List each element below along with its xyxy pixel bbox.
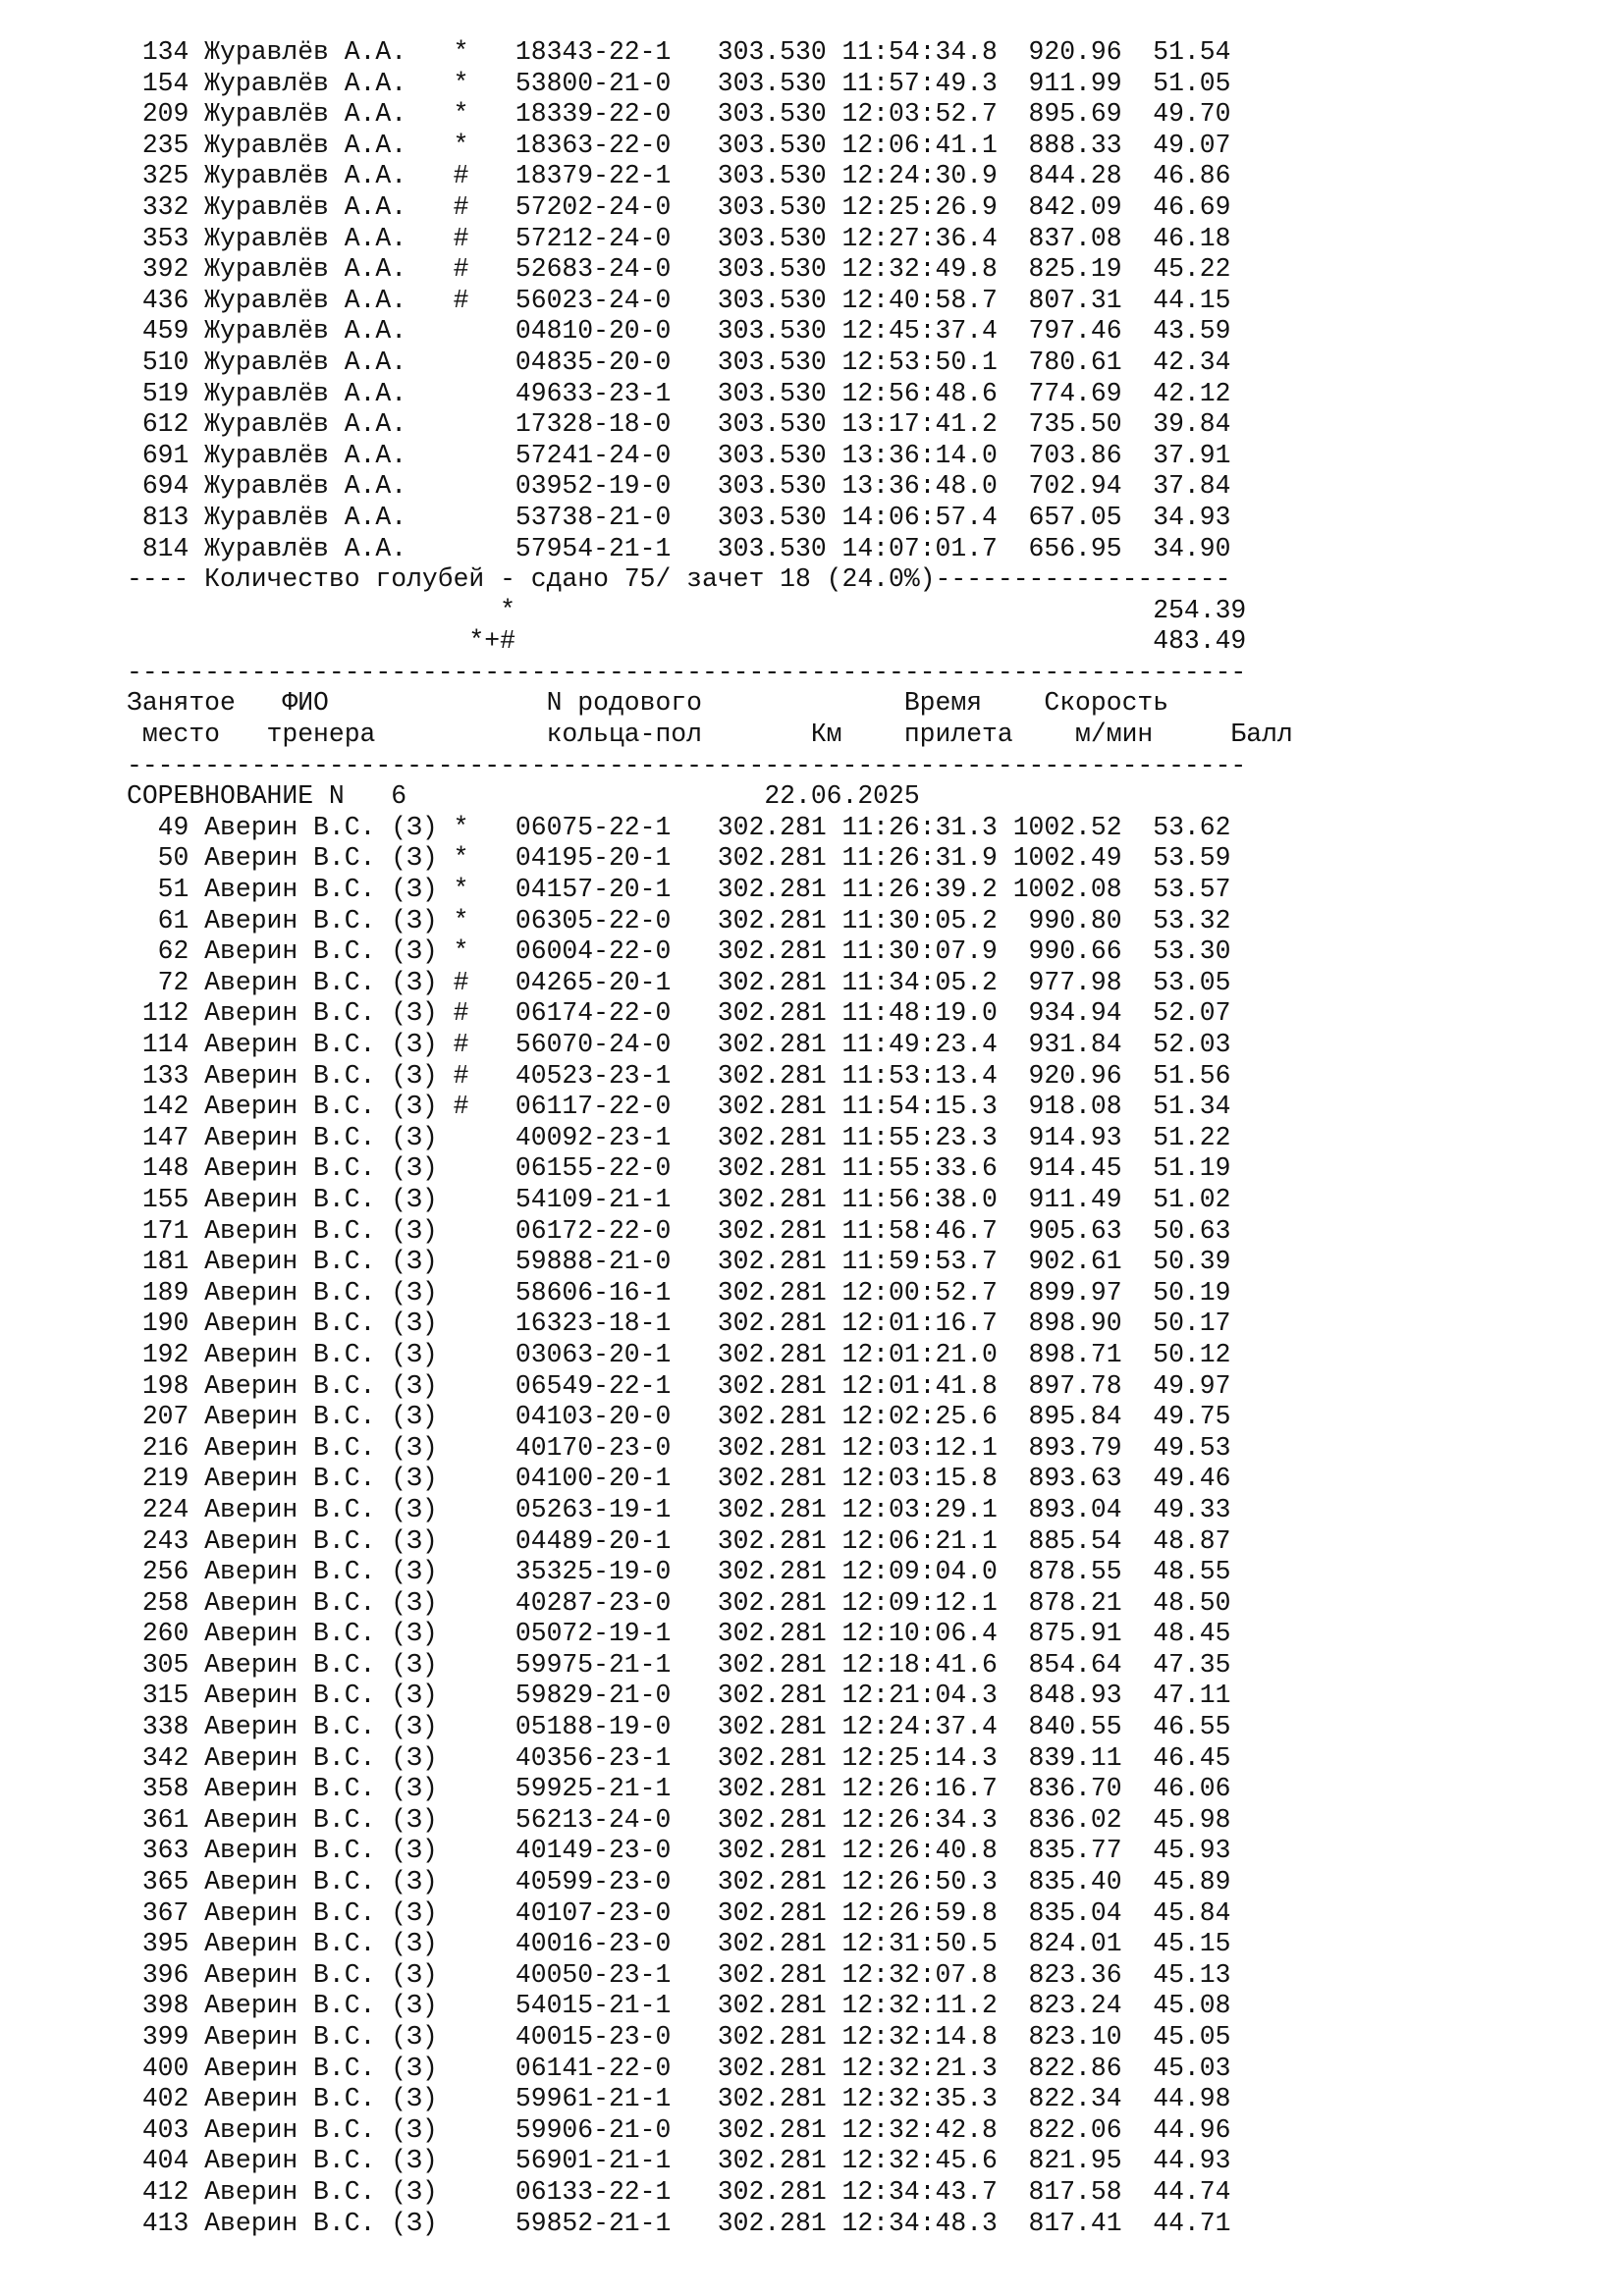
result-row: 358 Аверин В.С. (З) 59925-21-1 302.281 12:26:16.7 836.70 46.06 [127,1774,1231,1804]
result-row: 51 Аверин В.С. (З) * 04157-20-1 302.281 11:26:39.2 1002.08 53.57 [127,875,1231,905]
result-row: 612 Журавлёв А.А. 17328-18-0 303.530 13:17:41.2 735.50 39.84 [127,409,1231,440]
result-row: 813 Журавлёв А.А. 53738-21-0 303.530 14:06:57.4 657.05 34.93 [127,502,1231,532]
result-row: 189 Аверин В.С. (З) 58606-16-1 302.281 12:00:52.7 899.97 50.19 [127,1277,1231,1308]
result-row: 209 Журавлёв А.А. * 18339-22-0 303.530 12:03:52.7 895.69 49.70 [127,99,1231,130]
result-row: 392 Журавлёв А.А. # 52683-24-0 303.530 12:32:49.8 825.19 45.22 [127,254,1231,285]
result-row: 61 Аверин В.С. (З) * 06305-22-0 302.281 11:30:05.2 990.80 53.32 [127,905,1231,935]
column-header-line-1: Занятое ФИО N родового Время Скорость [127,688,1169,719]
results-printout [127,37,1293,2239]
result-row: 192 Аверин В.С. (З) 03063-20-1 302.281 12:01:21.0 898.71 50.12 [127,1339,1231,1369]
pigeon-count-summary: ---- Количество голубей - сдано 75/ зачет 18 (24.0%)------------------- [127,564,1231,595]
result-row: 235 Журавлёв А.А. * 18363-22-0 303.530 12:06:41.1 888.33 49.07 [127,130,1231,160]
result-row: 363 Аверин В.С. (З) 40149-23-0 302.281 12:26:40.8 835.77 45.93 [127,1836,1231,1866]
result-row: 154 Журавлёв А.А. * 53800-21-0 303.530 11:57:49.3 911.99 51.05 [127,68,1231,98]
result-row: 219 Аверин В.С. (З) 04100-20-1 302.281 12:03:15.8 893.63 49.46 [127,1464,1231,1494]
result-row: 142 Аверин В.С. (З) # 06117-22-0 302.281 11:54:15.3 918.08 51.34 [127,1092,1231,1122]
result-row: 325 Журавлёв А.А. # 18379-22-1 303.530 12:24:30.9 844.28 46.86 [127,161,1231,191]
total-star-plus-hash: *+# 483.49 [127,626,1247,657]
result-row: 207 Аверин В.С. (З) 04103-20-0 302.281 12:02:25.6 895.84 49.75 [127,1402,1231,1432]
result-row: 399 Аверин В.С. (З) 40015-23-0 302.281 12:32:14.8 823.10 45.05 [127,2022,1231,2052]
result-row: 243 Аверин В.С. (З) 04489-20-1 302.281 12:06:21.1 885.54 48.87 [127,1525,1231,1556]
result-row: 148 Аверин В.С. (З) 06155-22-0 302.281 11:55:33.6 914.45 51.19 [127,1153,1231,1184]
result-row: 62 Аверин В.С. (З) * 06004-22-0 302.281 11:30:07.9 990.66 53.30 [127,936,1231,967]
result-row: 403 Аверин В.С. (З) 59906-21-0 302.281 12:32:42.8 822.06 44.96 [127,2114,1231,2145]
result-row: 171 Аверин В.С. (З) 06172-22-0 302.281 11:58:46.7 905.63 50.63 [127,1215,1231,1246]
result-row: 396 Аверин В.С. (З) 40050-23-1 302.281 12:32:07.8 823.36 45.13 [127,1959,1231,1990]
result-row: 147 Аверин В.С. (З) 40092-23-1 302.281 11:55:23.3 914.93 51.22 [127,1122,1231,1152]
result-row: 395 Аверин В.С. (З) 40016-23-0 302.281 12:31:50.5 824.01 45.15 [127,1929,1231,1959]
result-row: 436 Журавлёв А.А. # 56023-24-0 303.530 12:40:58.7 807.31 44.15 [127,285,1231,315]
result-row: 510 Журавлёв А.А. 04835-20-0 303.530 12:53:50.1 780.61 42.34 [127,347,1231,377]
result-row: 398 Аверин В.С. (З) 54015-21-1 302.281 12:32:11.2 823.24 45.08 [127,1991,1231,2021]
result-row: 198 Аверин В.С. (З) 06549-22-1 302.281 12:01:41.8 897.78 49.97 [127,1370,1231,1401]
result-row: 691 Журавлёв А.А. 57241-24-0 303.530 13:36:14.0 703.86 37.91 [127,440,1231,470]
result-row: 367 Аверин В.С. (З) 40107-23-0 302.281 12:26:59.8 835.04 45.84 [127,1897,1231,1928]
result-row: 258 Аверин В.С. (З) 40287-23-0 302.281 12:09:12.1 878.21 48.50 [127,1587,1231,1618]
result-row: 260 Аверин В.С. (З) 05072-19-1 302.281 12:10:06.4 875.91 48.45 [127,1619,1231,1649]
result-row: 50 Аверин В.С. (З) * 04195-20-1 302.281 11:26:31.9 1002.49 53.59 [127,843,1231,874]
result-row: 365 Аверин В.С. (З) 40599-23-0 302.281 12:26:50.3 835.40 45.89 [127,1867,1231,1897]
result-row: 49 Аверин В.С. (З) * 06075-22-1 302.281 11:26:31.3 1002.52 53.62 [127,812,1231,842]
result-row: 338 Аверин В.С. (З) 05188-19-0 302.281 12:24:37.4 840.55 46.55 [127,1712,1231,1742]
result-row: 72 Аверин В.С. (З) # 04265-20-1 302.281 11:34:05.2 977.98 53.05 [127,967,1231,997]
result-row: 332 Журавлёв А.А. # 57202-24-0 303.530 12:25:26.9 842.09 46.69 [127,191,1231,222]
result-row: 413 Аверин В.С. (З) 59852-21-1 302.281 12:34:48.3 817.41 44.71 [127,2208,1231,2238]
result-row: 402 Аверин В.С. (З) 59961-21-1 302.281 12:32:35.3 822.34 44.98 [127,2084,1231,2114]
result-row: 256 Аверин В.С. (З) 35325-19-0 302.281 12:09:04.0 878.55 48.55 [127,1557,1231,1587]
result-row: 353 Журавлёв А.А. # 57212-24-0 303.530 12:27:36.4 837.08 46.18 [127,223,1231,253]
result-row: 412 Аверин В.С. (З) 06133-22-1 302.281 12:34:43.7 817.58 44.74 [127,2176,1231,2207]
result-row: 114 Аверин В.С. (З) # 56070-24-0 302.281 11:49:23.4 931.84 52.03 [127,1030,1231,1059]
separator: ------------------------------------------------------------------------ [127,750,1247,780]
result-row: 459 Журавлёв А.А. 04810-20-0 303.530 12:45:37.4 797.46 43.59 [127,316,1231,347]
result-row: 315 Аверин В.С. (З) 59829-21-0 302.281 12:21:04.3 848.93 47.11 [127,1681,1231,1711]
result-row: 814 Журавлёв А.А. 57954-21-1 303.530 14:07:01.7 656.95 34.90 [127,533,1231,563]
result-row: 361 Аверин В.С. (З) 56213-24-0 302.281 12:26:34.3 836.02 45.98 [127,1804,1231,1835]
result-row: 694 Журавлёв А.А. 03952-19-0 303.530 13:36:48.0 702.94 37.84 [127,471,1231,502]
column-header-line-2: место тренера кольца-пол Км прилета м/мин Балл [127,720,1293,750]
result-row: 134 Журавлёв А.А. * 18343-22-1 303.530 11:54:34.8 920.96 51.54 [127,37,1231,67]
result-row: 404 Аверин В.С. (З) 56901-21-1 302.281 12:32:45.6 821.95 44.93 [127,2146,1231,2176]
result-row: 155 Аверин В.С. (З) 54109-21-1 302.281 11:56:38.0 911.49 51.02 [127,1184,1231,1214]
result-row: 224 Аверин В.С. (З) 05263-19-1 302.281 12:03:29.1 893.04 49.33 [127,1494,1231,1524]
result-row: 216 Аверин В.С. (З) 40170-23-0 302.281 12:03:12.1 893.79 49.53 [127,1432,1231,1463]
result-row: 519 Журавлёв А.А. 49633-23-1 303.530 12:56:48.6 774.69 42.12 [127,378,1231,408]
result-row: 305 Аверин В.С. (З) 59975-21-1 302.281 12:18:41.6 854.64 47.35 [127,1649,1231,1680]
total-star: * 254.39 [127,595,1247,625]
result-row: 400 Аверин В.С. (З) 06141-22-0 302.281 12:32:21.3 822.86 45.03 [127,2053,1231,2083]
result-row: 133 Аверин В.С. (З) # 40523-23-1 302.281 11:53:13.4 920.96 51.56 [127,1060,1231,1091]
result-row: 342 Аверин В.С. (З) 40356-23-1 302.281 12:25:14.3 839.11 46.45 [127,1742,1231,1773]
result-row: 190 Аверин В.С. (З) 16323-18-1 302.281 12:01:16.7 898.90 50.17 [127,1308,1231,1339]
competition-title: СОРЕВНОВАНИЕ N 6 22.06.2025 [127,781,920,812]
result-row: 181 Аверин В.С. (З) 59888-21-0 302.281 11:59:53.7 902.61 50.39 [127,1247,1231,1277]
result-row: 112 Аверин В.С. (З) # 06174-22-0 302.281 11:48:19.0 934.94 52.07 [127,998,1231,1029]
separator: ------------------------------------------------------------------------ [127,657,1247,687]
